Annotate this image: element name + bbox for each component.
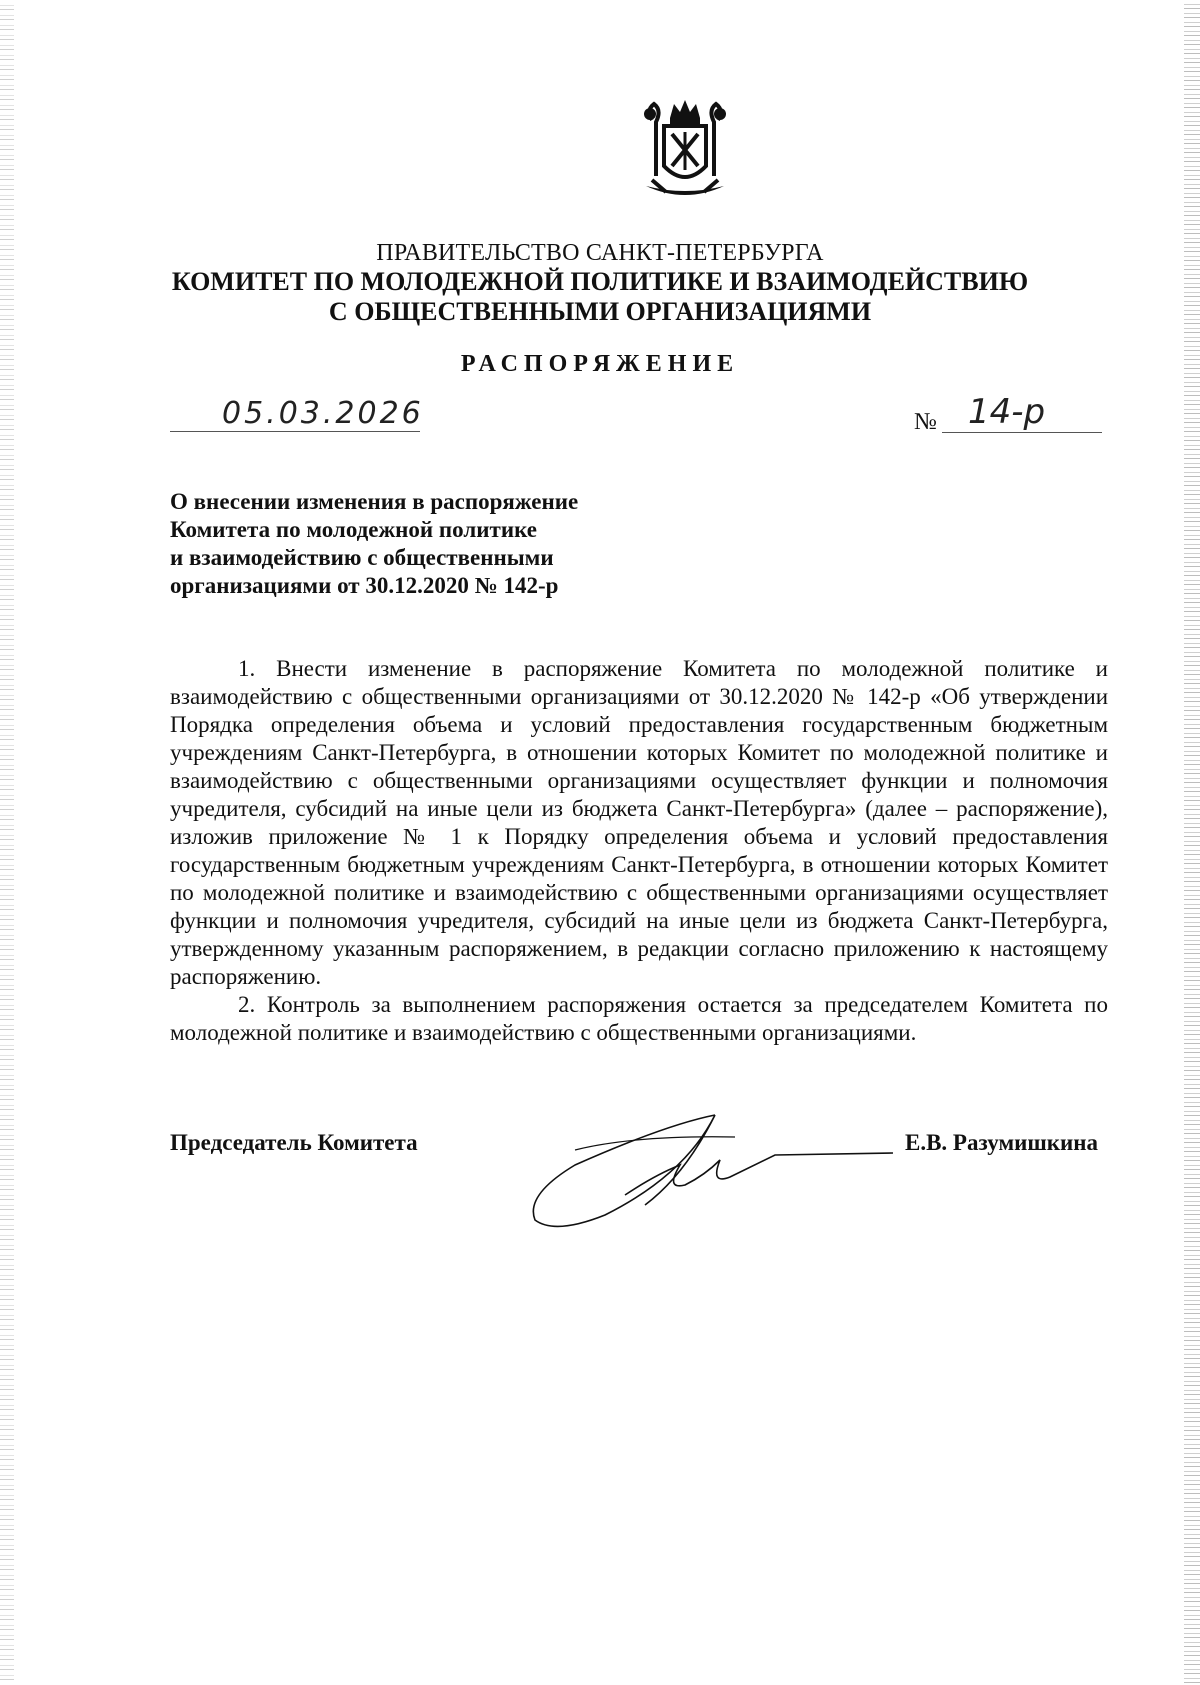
subject-line: и взаимодействию с общественными	[170, 545, 554, 570]
number-sign: №	[914, 409, 937, 435]
document-subject	[170, 488, 630, 600]
subject-line: Комитета по молодежной политике	[170, 517, 537, 542]
document-body	[170, 655, 1108, 1047]
body-paragraph-1: 1. Внести изменение в распоряжение Комитета по молодежной политике и взаимодействию с общественными организациями от 30.12.2020 № 142-р «Об утверждении Порядка определения объема и условий предоставления государственным бюджетным учреждениям Санкт-Петербурга, в отношении которых Комитет по молодежной политике и взаимодействию с общественными организациями осуществляет функции и полномочия учредителя, субсидий на иные цели из бюджета Санкт-Петербурга» (далее – распоряжение), изложив приложение № 1 к Порядку определения объема и условий предоставления государственным бюджетным учреждениям Санкт-Петербурга, в отношении которых Комитет по молодежной политике и взаимодействию с общественными организациями осуществляет функции и полномочия учредителя, субсидий на иные цели из бюджета Санкт-Петербурга, утвержденному указанным распоряжением, в редакции согласно приложению к настоящему распоряжению.	[170, 656, 1108, 989]
signatory-title: Председатель Комитета	[170, 1130, 418, 1155]
subject-line: О внесении изменения в распоряжение	[170, 489, 579, 514]
date-underline	[170, 431, 420, 432]
committee-name	[0, 267, 1200, 327]
body-paragraph-2: 2. Контроль за выполнением распоряжения остается за председателем Комитета по молодежной политике и взаимодействию с общественными организациями.	[170, 992, 1108, 1045]
committee-name-line1: КОМИТЕТ ПО МОЛОДЕЖНОЙ ПОЛИТИКЕ И ВЗАИМОДЕЙСТВИЮ	[171, 267, 1029, 296]
handwritten-signature	[515, 1105, 895, 1235]
subject-line: организациями от 30.12.2020 № 142-р	[170, 573, 559, 598]
committee-name-line2: С ОБЩЕСТВЕННЫМИ ОРГАНИЗАЦИЯМИ	[328, 297, 872, 326]
number-underline	[942, 432, 1102, 433]
coat-of-arms-icon	[632, 96, 738, 206]
government-name: ПРАВИТЕЛЬСТВО САНКТ-ПЕТЕРБУРГА	[376, 240, 824, 266]
document-date: 05.03.2026	[222, 396, 424, 431]
document-type: РАСПОРЯЖЕНИЕ	[460, 351, 740, 377]
signatory-name: Е.В. Разумишкина	[905, 1130, 1099, 1155]
document-number: 14-р	[968, 392, 1046, 432]
